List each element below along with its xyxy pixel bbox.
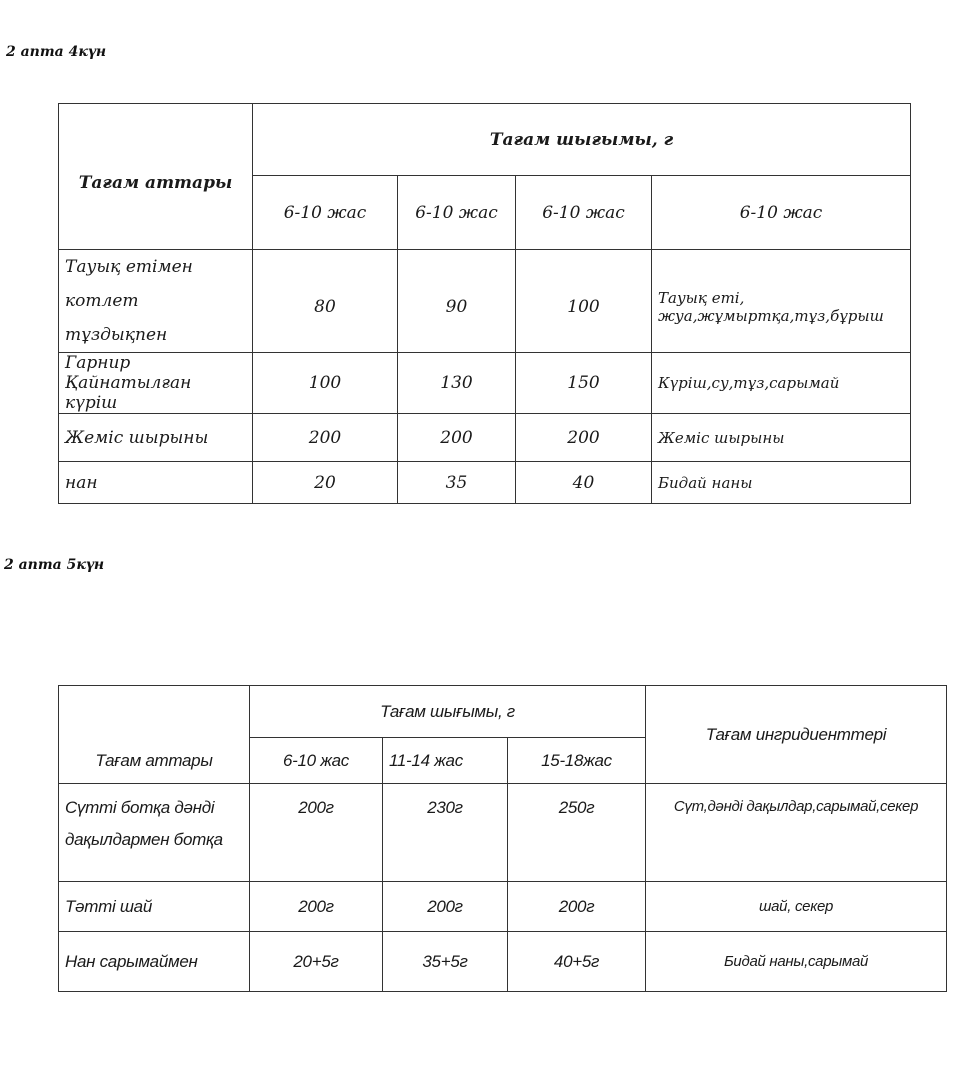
section2-heading: 2 апта 5күн [4, 557, 105, 573]
table-row [59, 932, 947, 992]
dish-ingredients: Жеміс шырыны [652, 414, 911, 462]
dish-value: 20 [253, 462, 398, 504]
header-ingredients: Тағам ингридиенттері [646, 686, 947, 784]
dish-name: Тауық етімен котлет тұздықпен [59, 250, 253, 353]
dish-value: 20+5г [250, 932, 383, 992]
header-age-col-4: 6-10 жас [652, 176, 911, 250]
dish-value: 250г [508, 784, 646, 882]
table-row [59, 882, 947, 932]
dish-ingredients: Сүт,дәнді дақылдар,сарымай,секер [646, 784, 947, 882]
dish-ingredients: шай, секер [646, 882, 947, 932]
menu-table-day5 [58, 685, 947, 992]
dish-name: Гарнир Қайнатылған күріш [59, 353, 253, 414]
header-age-col-2: 6-10 жас [398, 176, 516, 250]
header-age-col-1: 6-10 жас [253, 176, 398, 250]
dish-name: Жеміс шырыны [59, 414, 253, 462]
dish-value: 200г [383, 882, 508, 932]
dish-value: 230г [383, 784, 508, 882]
dish-name: Тәтті шай [59, 882, 250, 932]
dish-value: 200 [516, 414, 652, 462]
dish-value: 130 [398, 353, 516, 414]
header-dish-name: Тағам аттары [59, 686, 250, 784]
dish-value: 100 [253, 353, 398, 414]
dish-value: 200г [508, 882, 646, 932]
table-row [59, 784, 947, 882]
table-row [59, 250, 911, 353]
header-dish-name: Тағам аттары [59, 104, 253, 250]
dish-value: 200г [250, 784, 383, 882]
header-food-output: Тағам шығымы, г [253, 104, 911, 176]
dish-name: Нан сарымаймен [59, 932, 250, 992]
dish-value: 80 [253, 250, 398, 353]
header-age-11-14: 11-14 жас [383, 738, 508, 784]
dish-value: 90 [398, 250, 516, 353]
table-row [59, 353, 911, 414]
menu-table-day4 [58, 103, 911, 504]
dish-ingredients: Бидай наны,сарымай [646, 932, 947, 992]
dish-value: 200г [250, 882, 383, 932]
section1-heading: 2 апта 4күн [6, 44, 107, 60]
dish-ingredients: Тауық еті, жуа,жұмыртқа,тұз,бұрыш [652, 250, 911, 353]
header-food-output: Тағам шығымы, г [250, 686, 646, 738]
dish-name: Сүтті ботқа дәнді дақылдармен ботқа [59, 784, 250, 882]
dish-name: нан [59, 462, 253, 504]
dish-value: 100 [516, 250, 652, 353]
header-age-col-3: 6-10 жас [516, 176, 652, 250]
table-row [59, 462, 911, 504]
dish-value: 35+5г [383, 932, 508, 992]
header-age-6-10: 6-10 жас [250, 738, 383, 784]
dish-value: 35 [398, 462, 516, 504]
dish-ingredients: Күріш,су,тұз,сарымай [652, 353, 911, 414]
dish-value: 40 [516, 462, 652, 504]
dish-value: 150 [516, 353, 652, 414]
dish-ingredients: Бидай наны [652, 462, 911, 504]
table-row [59, 414, 911, 462]
header-age-15-18: 15-18жас [508, 738, 646, 784]
dish-value: 200 [398, 414, 516, 462]
dish-value: 40+5г [508, 932, 646, 992]
dish-value: 200 [253, 414, 398, 462]
